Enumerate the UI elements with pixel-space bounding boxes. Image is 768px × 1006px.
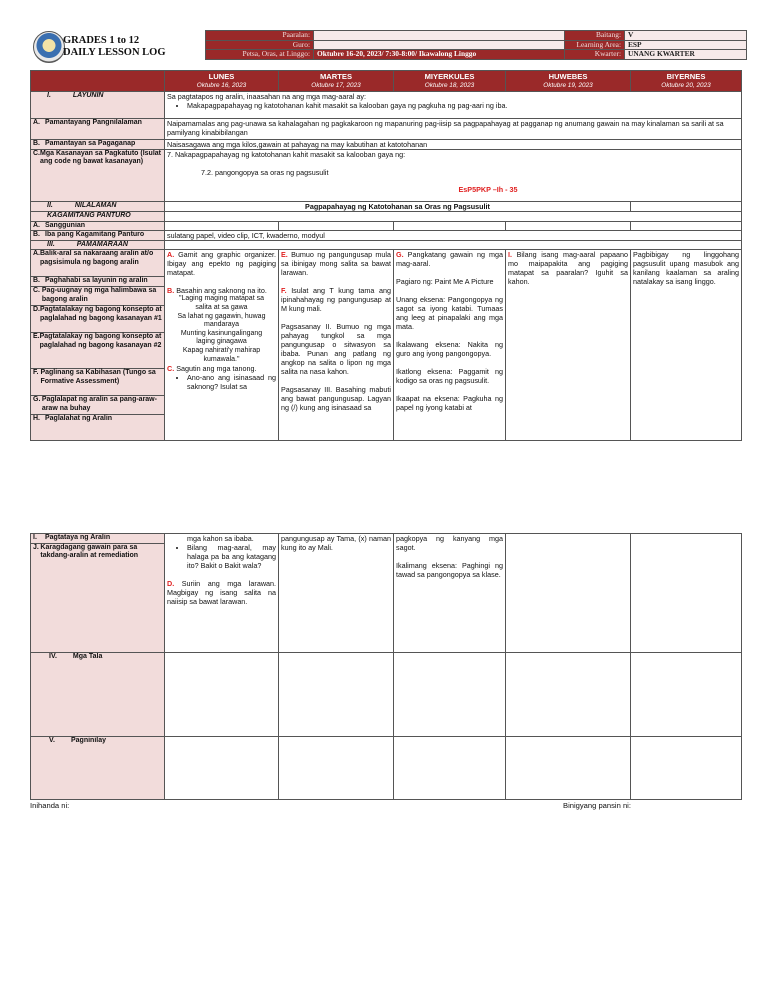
teacher-value [314,40,565,50]
section-pamamaraan: III. PAMAMARAAN [31,241,165,250]
kasanayan-content: 7. Nakapagpapahayag ng katotohanan kahit masakit sa kalooban gaya ng: 7.2. pangongopya sa oras ng pagsusulit EsP5PKP –Ih - 35 [165,150,742,202]
sanggunian-cell-1 [165,222,279,231]
tala-lunes [165,653,279,737]
sanggunian-cell-4 [506,222,631,231]
huwebes-procedure: I. Bilang isang mag-aaral papaano mo maipapakita ang pagiging matapat sa paaralan? Iguhit sa kahon. [506,250,631,441]
header-info-table [205,30,747,60]
day-header-huwebes: HUWEBES Oktubre 19, 2023 [506,71,631,92]
row-iba-pang-kagamitan: B. Iba pang Kagamitang Panturo [31,231,165,241]
step-e: E. Pagtatalakay ng bagong konsepto at paglalahad ng bagong kasanayan #2 [31,333,164,369]
miyerkules-continued: pagkopya ng kanyang mga sagot. Ikalimang eksena: Paghingi ng tawad sa pangongopya sa klase. [394,534,506,653]
quarter-label: Kwarter: [565,50,625,60]
section-pagninilay: V. Pagninilay [31,737,165,800]
date-value: Oktubre 16-20, 2023/ 7:30-8:00/ Ikawalong Linggo [314,50,565,60]
row-sanggunian: A. Sanggunian [31,222,165,231]
pagaganap-content: Naisasagawa ang mga kilos,gawain at pahayag na may kabutihan at katotohanan [165,140,742,150]
miyerkules-procedure: G. Pangkatang gawain ng mga mag-aaral. Pagiaro ng: Paint Me A Picture Unang eksena: Pangongopya ng sagot sa iyong katabi. Tumaas ang leeg at pinapalaki ang mga mata. Ikalawang eksena: Nakita ng guro ang iyong pangongopya. Ikatlong eksena: Paggamit ng kodigo sa oras ng pagsusulit. Ikaapat na eksena: Pagkuha ng papel ng iyong katabi at [394,250,506,441]
section-mga-tala: IV. Mga Tala [31,653,165,737]
day-header-biyernes: BIYERNES Oktubre 20, 2023 [631,71,742,92]
sanggunian-cell-2 [279,222,394,231]
learning-area-label: Learning Area: [565,40,625,50]
evaluation-steps [31,534,165,653]
pagninilay-huwebes [506,737,631,800]
step-a: A. Balik-aral sa nakaraang aralin at/o pagsisimula ng bagong aralin [31,250,164,277]
kagamitang-panturo-label: KAGAMITANG PANTURO [31,212,165,222]
learning-area-value: ESP [625,40,747,50]
tala-martes [279,653,394,737]
lunes-procedure: A. Gamit ang graphic organizer. Ibigay ang epekto ng pagiging matapat. B. Basahin ang saknong na ito. "Laging maging matapat sa salita at sa gawa Sa lahat ng gagawin, huwag mandaraya Munting kasinungalingang laging ginagawa Kapag nahirati'y mahirap kumawala." C. Sagutin ang mga tanong. • Ano-ano ang isinasaad ng saknong? Isulat sa [165,250,279,441]
form-title-dll: DAILY LESSON LOG [63,47,166,58]
huwebes-continued [506,534,631,653]
day-header-miyerkules: MIYERKULES Oktubre 18, 2023 [394,71,506,92]
pagninilay-biyernes [631,737,742,800]
quarter-value: UNANG KWARTER [625,50,747,60]
teacher-label: Guro: [206,40,314,50]
poem: "Laging maging matapat sa salita at sa gawa Sa lahat ng gagawin, huwag mandaraya Munting kasinungalingang laging ginagawa Kapag nahirati'y mahirap kumawala." [177,295,266,363]
nilalaman-content: Pagpapahayag ng Katotohanan sa Oras ng Pagsusulit [165,202,631,212]
prepared-by-label: Inihanda ni: [30,801,70,810]
biyernes-continued [631,534,742,653]
day-header-lunes: LUNES Oktubre 16, 2023 [165,71,279,92]
competency-code: EsP5PKP –Ih - 35 [458,185,518,194]
layunin-content: Sa pagtatapos ng aralin, inaasahan na ang mga mag-aaral ay: • Makapagpapahayag ng katotohanan kahit masakit sa kalooban gaya ng pagkuha ng pag-aari ng iba. [165,92,742,119]
lesson-log-table-continued [30,533,742,800]
corner-cell [31,71,165,92]
martes-continued: pangungusap ay Tama, (x) naman kung ito ay Mali. [279,534,394,653]
step-c: C. Pag-uugnay ng mga halimbawa sa bagong aralin [31,287,164,306]
biyernes-procedure: Pagbibigay ng linggohang pagsusulit upang masubok ang kanilang kaalaman sa araling natalakay sa isang linggo. [631,250,742,441]
school-value [314,31,565,41]
lesson-log-table [30,70,742,441]
row-kasanayan: C. Mga Kasanayan sa Pagkatuto (Isulat ang code ng bawat kasanayan) [31,150,165,202]
date-label: Petsa, Oras, at Linggo: [206,50,314,60]
tala-huwebes [506,653,631,737]
step-i: I. Pagtataya ng Aralin [31,534,164,544]
step-d: D. Pagtatalakay ng bagong konsepto at paglalahad ng bagong kasanayan #1 [31,306,164,333]
martes-procedure: E. Bumuo ng pangungusap mula sa ibinigay mong salita sa bawat larawan. F. Isulat ang T kung tama ang ipinahahayag ng pangungusap at M kung mali. Pagsasanay II. Bumuo ng mga pahayag tungkol sa mga pangungusap o sitwasyon sa ibaba. Punan ang patlang ng angkop na salita o lipon ng mga salita na nasa kahon. Pagsasanay III. Basahing mabuti ang bawat pangungusap. Lagyan ng (/) kung ang isinasaad sa [279,250,394,441]
pagninilay-lunes [165,737,279,800]
procedure-steps [31,250,165,441]
step-b: B. Paghahabi sa layunin ng aralin [31,277,164,287]
deped-seal-logo [33,31,65,63]
iba-pang-kagamitan-content: sulatang papel, video clip, ICT, kwaderno, modyul [165,231,742,241]
step-g: G. Paglalapat ng aralin sa pang-araw-araw na buhay [31,396,164,415]
step-h: H. Paglalahat ng Aralin [33,415,113,423]
pangnilalaman-content: Naipamamalas ang pag-unawa sa kahalagahan ng pagkakaroon ng mapanuring pag-iisip sa pagpapahayag at pagganap ng anumang gawain na may kinalaman sa sarili at sa pamilyang kinabibilangan [165,119,742,140]
noted-by-label: Binigyang pansin ni: [563,801,631,810]
tala-biyernes [631,653,742,737]
school-label: Paaralan: [206,31,314,41]
tala-miyerkules [394,653,506,737]
kagamitang-empty [165,212,742,222]
pamamaraan-empty [165,241,742,250]
step-f: F. Paglinang sa Kabihasan (Tungo sa Formative Assessment) [31,369,164,396]
pagninilay-martes [279,737,394,800]
lunes-continued: mga kahon sa ibaba. • Bilang mag-aaral, may halaga pa ba ang katagang ito? Bakit o Bakit wala? D. Suriin ang mga larawan. Magbigay ng isang salita na naiisip sa bawat larawan. [165,534,279,653]
form-title-grades: GRADES 1 to 12 [63,35,140,46]
row-pamantayang-pangnilalaman: A. Pamantayang Pangnilalaman [31,119,165,140]
section-layunin: I. LAYUNIN [31,92,165,119]
section-nilalaman: II. NILALAMAN [31,202,165,212]
sanggunian-cell-5 [631,222,742,231]
day-header-martes: MARTES Oktubre 17, 2023 [279,71,394,92]
row-pamantayan-pagaganap: B. Pamantayan sa Pagaganap [31,140,165,150]
step-j: J. Karagdagang gawain para sa takdang-aralin at remediation [33,544,139,560]
sanggunian-cell-3 [394,222,506,231]
nilalaman-empty [631,202,742,212]
grade-label: Baitang: [565,31,625,41]
grade-value: V [625,31,747,41]
pagninilay-miyerkules [394,737,506,800]
